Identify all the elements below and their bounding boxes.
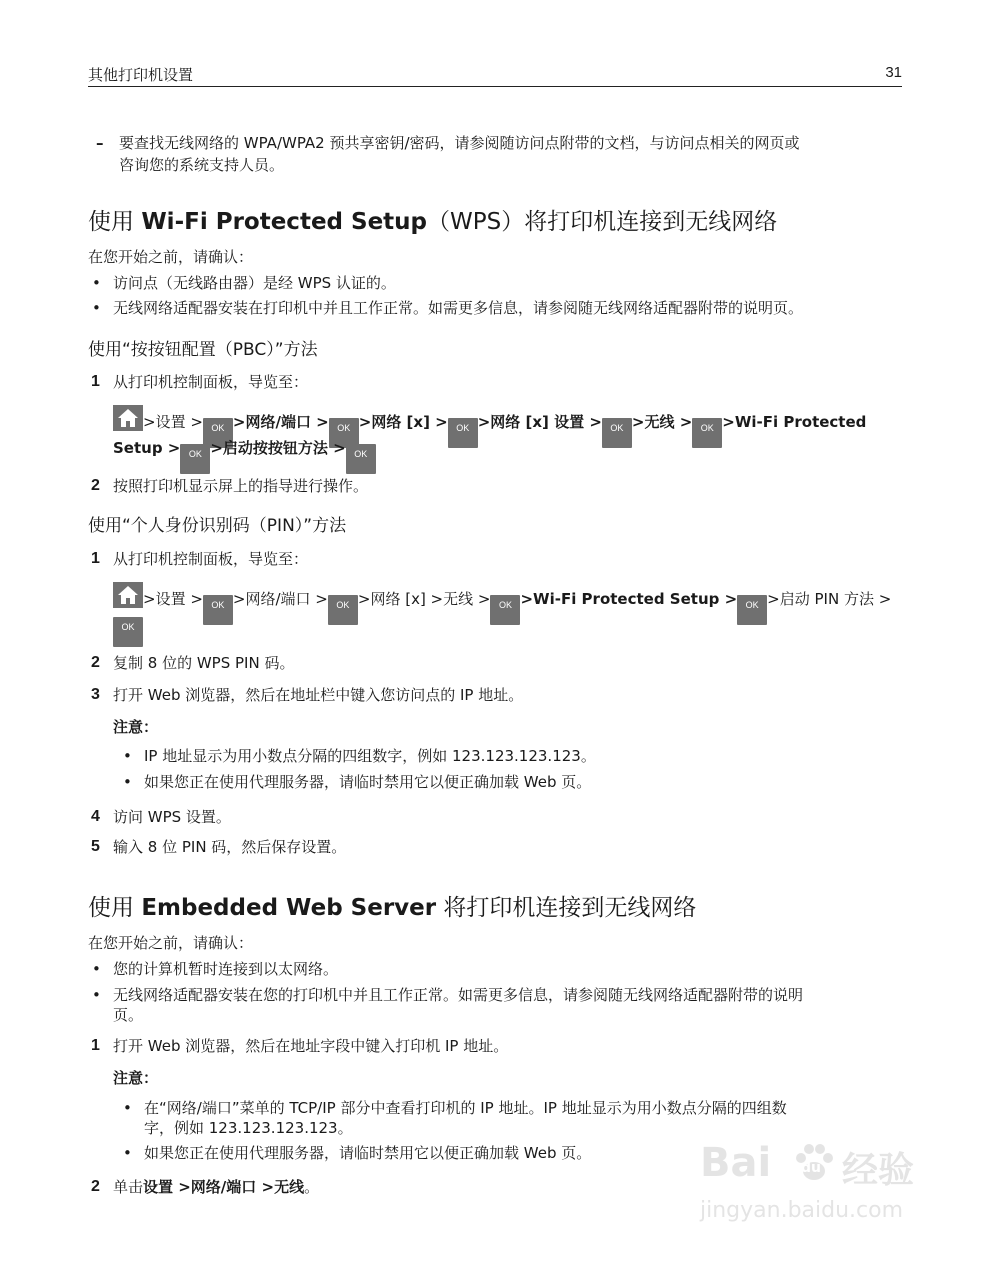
ews-note-label: 注意： <box>113 1069 159 1087</box>
ews-step2-number: 2 <box>91 1178 100 1195</box>
pin-note-2: • 如果您正在使用代理服务器，请临时禁用它以便正确加载 Web 页。 <box>144 771 591 793</box>
ok-button-icon: OK <box>448 418 478 448</box>
pin-step4-number: 4 <box>91 808 100 825</box>
watermark-brand: Bai <box>700 1140 772 1186</box>
ok-button-icon: OK <box>346 444 376 474</box>
ok-button-icon: OK <box>203 418 233 448</box>
wps-bullet-2: • 无线网络适配器安装在打印机中并且工作正常。如需更多信息，请参阅随无线网络适配器附带的说明页。 <box>113 297 803 319</box>
home-icon <box>113 405 143 431</box>
pbc-step1-text: 从打印机控制面板，导览至： <box>113 373 309 391</box>
pbc-step1-number: 1 <box>91 373 100 390</box>
header-title: 其他打印机设置 <box>88 66 194 84</box>
pin-nav-path-line1: >设置 > OK >网络/端口 > OK >网络 [x] >无线 > OK >Wi-Fi Protected Setup > OK >启动 PIN 方法 > <box>113 582 891 625</box>
pin-step2-text: 复制 8 位的 WPS PIN 码。 <box>113 654 295 672</box>
pin-nav-path-line2 <box>113 612 143 647</box>
pbc-step2-text: 按照打印机显示屏上的指导进行操作。 <box>113 477 369 495</box>
pin-step5-text: 输入 8 位 PIN 码，然后保存设置。 <box>113 838 347 856</box>
section-title-ews: 使用 Embedded Web Server 将打印机连接到无线网络 <box>88 895 697 921</box>
pin-step3-number: 3 <box>91 686 100 703</box>
baidu-watermark <box>700 1140 940 1240</box>
ok-button-icon: OK <box>180 444 210 474</box>
intro-text-line1: 要查找无线网络的 WPA/WPA2 预共享密钥/密码，请参阅随访问点附带的文档，与访问点相关的网页或 <box>119 134 800 152</box>
ews-note-1-cont: 字，例如 123.123.123.123。 <box>144 1119 353 1137</box>
ews-bullet-1: • 您的计算机暂时连接到以太网络。 <box>113 958 338 980</box>
pbc-heading: 使用“按按钮配置（PBC）”方法 <box>88 340 318 360</box>
pin-note-label: 注意： <box>113 718 159 736</box>
pbc-nav-path-line2: Setup > OK >启动按按钮方法 > OK <box>113 437 376 474</box>
ok-button-icon: OK <box>203 595 233 625</box>
ok-button-icon: OK <box>113 617 143 647</box>
pin-step2-number: 2 <box>91 654 100 671</box>
pin-step4-text: 访问 WPS 设置。 <box>113 808 231 826</box>
ews-note-1: • 在“网络/端口”菜单的 TCP/IP 部分中查看打印机的 IP 地址。IP 地址显示为用小数点分隔的四组数 <box>144 1097 787 1119</box>
ok-button-icon: OK <box>329 418 359 448</box>
ews-step1-text: 打开 Web 浏览器，然后在地址字段中键入打印机 IP 地址。 <box>113 1037 509 1055</box>
ok-button-icon: OK <box>490 595 520 625</box>
ok-button-icon: OK <box>692 418 722 448</box>
section-title-wps: 使用 Wi-Fi Protected Setup（WPS）将打印机连接到无线网络 <box>88 209 778 235</box>
pin-step5-number: 5 <box>91 838 100 855</box>
wps-bullet-1: • 访问点（无线路由器）是经 WPS 认证的。 <box>113 272 396 294</box>
home-icon <box>113 582 143 608</box>
page-header <box>88 64 902 87</box>
pin-step1-text: 从打印机控制面板，导览至： <box>113 550 309 568</box>
ews-bullet-2: • 无线网络适配器安装在您的打印机中并且工作正常。如需更多信息，请参阅随无线网络适配器附带的说明 <box>113 984 803 1006</box>
ok-button-icon: OK <box>737 595 767 625</box>
ok-button-icon: OK <box>328 595 358 625</box>
pbc-nav-path-line1: >设置 > OK >网络/端口 > OK >网络 [x] > OK >网络 [x] 设置 > OK >无线 > OK >Wi-Fi Protected <box>113 405 866 448</box>
ews-step1-number: 1 <box>91 1037 100 1054</box>
wps-before-text: 在您开始之前，请确认： <box>88 248 254 266</box>
dash-mark: – <box>96 134 104 152</box>
pin-heading: 使用“个人身份识别码（PIN）”方法 <box>88 516 347 536</box>
ews-step2-text: 单击设置 >网络/端口 >无线。 <box>113 1178 320 1196</box>
pin-step3-text: 打开 Web 浏览器，然后在地址栏中键入您访问点的 IP 地址。 <box>113 686 524 704</box>
watermark-cn: 经验 <box>842 1150 915 1191</box>
pin-note-1: • IP 地址显示为用小数点分隔的四组数字，例如 123.123.123.123。 <box>144 745 596 767</box>
intro-text-line2: 咨询您的系统支持人员。 <box>119 156 285 174</box>
page-number: 31 <box>885 64 902 81</box>
ok-button-icon: OK <box>602 418 632 448</box>
ews-note-2: • 如果您正在使用代理服务器，请临时禁用它以便正确加载 Web 页。 <box>144 1142 591 1164</box>
ews-bullet-2-cont: 页。 <box>113 1006 144 1024</box>
watermark-du: du <box>801 1160 821 1176</box>
watermark-url: jingyan.baidu.com <box>700 1198 904 1223</box>
ews-before-text: 在您开始之前，请确认： <box>88 934 254 952</box>
pbc-step2-number: 2 <box>91 477 100 494</box>
pin-step1-number: 1 <box>91 550 100 567</box>
